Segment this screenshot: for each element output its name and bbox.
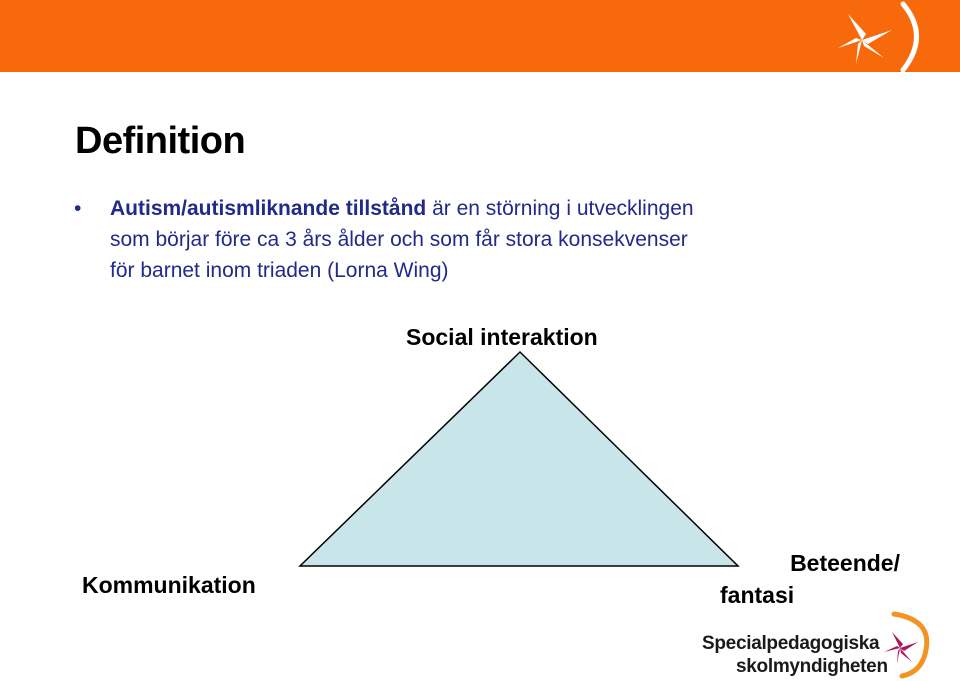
bullet-line2: som börjar före ca 3 års ålder och som får stora konsekvenser <box>110 228 688 251</box>
logo-star-swirl-icon <box>878 610 938 680</box>
logo-text-line1: Specialpedagogiska <box>702 633 880 654</box>
triad-triangle <box>300 352 738 566</box>
bullet-icon: • <box>74 197 82 220</box>
bullet-line1-rest: är en störning i utvecklingen <box>426 197 694 220</box>
header-bar <box>0 0 960 72</box>
triad-label-behavior-line1: Beteende/ <box>790 550 900 576</box>
bullet-bold-term: Autism/autismliknande tillstånd <box>110 197 427 220</box>
organization-logo <box>702 610 942 680</box>
page-title: Definition <box>75 120 246 162</box>
triad-label-behavior <box>720 547 900 611</box>
triad-label-social: Social interaktion <box>406 324 598 350</box>
list-item <box>72 193 892 286</box>
bullet-line3: för barnet inom triaden (Lorna Wing) <box>110 259 449 282</box>
bullet-list <box>72 193 892 286</box>
triad-label-communication: Kommunikation <box>82 572 256 598</box>
triad-label-behavior-line2: fantasi <box>720 582 795 608</box>
logo-text-line2: skolmyndigheten <box>736 656 888 677</box>
header-background <box>0 0 960 72</box>
